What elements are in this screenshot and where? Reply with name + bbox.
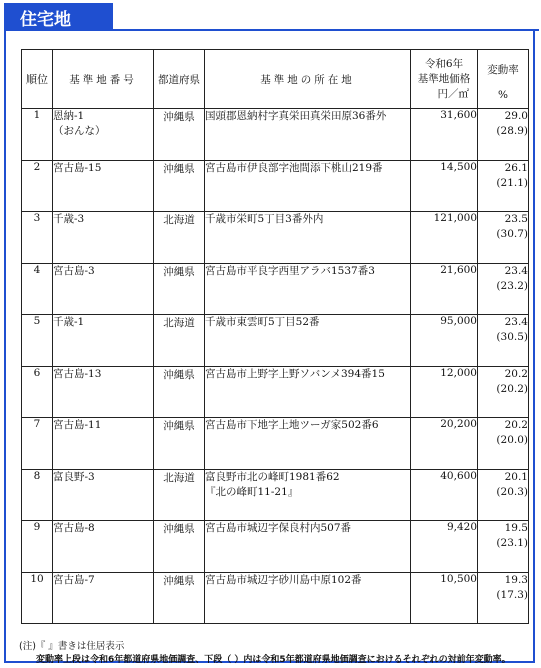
cell-address [205, 572, 411, 624]
cell-number [53, 212, 154, 264]
cell-price: 121,000 [411, 212, 478, 264]
cell-address [205, 315, 411, 367]
cell-rate [478, 109, 529, 161]
cell-rank: 7 [22, 418, 53, 470]
cell-address-main: 千歳市栄町5丁目3番外内 [205, 213, 324, 225]
cell-rate-previous: (17.3) [496, 588, 528, 601]
cell-rate [478, 572, 529, 624]
cell-address-main: 宮古島市上野字上野ソバンメ394番15 [205, 367, 385, 380]
cell-address-main: 宮古島市城辺字砂川島中原102番 [205, 573, 362, 586]
cell-rate-current: 19.5 [504, 522, 528, 534]
cell-price: 20,200 [411, 418, 478, 470]
cell-address-main: 宮古島市下地字上地ツーガ家502番6 [205, 419, 379, 431]
cell-price: 10,500 [411, 572, 478, 624]
table-header-row [22, 50, 529, 109]
cell-address [205, 263, 411, 315]
cell-rate-previous: (20.0) [496, 434, 528, 446]
cell-address-main: 宮古島市城辺字保良村内507番 [205, 522, 352, 534]
cell-number-main: 恩納-1 [53, 110, 85, 122]
cell-rate-current: 20.2 [504, 367, 528, 380]
cell-price: 40,600 [411, 469, 478, 521]
cell-prefecture: 北海道 [154, 315, 205, 367]
cell-prefecture: 北海道 [154, 212, 205, 264]
cell-rank: 6 [22, 366, 53, 418]
cell-prefecture: 沖縄県 [154, 160, 205, 212]
cell-address-main: 国頭郡恩納村字真栄田真栄田原36番外 [205, 110, 387, 122]
cell-price: 31,600 [411, 109, 478, 161]
cell-rate [478, 366, 529, 418]
header-rate [478, 50, 529, 109]
cell-rate-previous: (30.5) [496, 331, 528, 343]
note-rate-explanation: 変動率上段は令和6年都道府県地価調査、下段（ ）内は令和5年都道府県地価調査におけるそれぞれの対前年変動率。 [36, 655, 511, 665]
cell-rate [478, 212, 529, 264]
cell-rate-current: 23.4 [504, 264, 528, 277]
cell-rate-current: 29.0 [504, 110, 528, 122]
cell-price: 9,420 [411, 521, 478, 573]
cell-address [205, 212, 411, 264]
table-row [22, 366, 529, 418]
cell-number [53, 263, 154, 315]
table-row [22, 160, 529, 212]
cell-prefecture: 沖縄県 [154, 366, 205, 418]
cell-address [205, 521, 411, 573]
cell-rate-previous: (23.2) [496, 279, 528, 292]
cell-rate-previous: (21.1) [496, 176, 528, 189]
cell-number [53, 315, 154, 367]
cell-address-residential: 『北の峰町11-21』 [205, 485, 299, 498]
cell-price: 21,600 [411, 263, 478, 315]
cell-rate-current: 23.4 [504, 316, 528, 328]
cell-address-main: 宮古島市伊良部字池間添下桃山219番 [205, 161, 383, 174]
cell-rate-current: 23.5 [504, 213, 528, 225]
table-row [22, 212, 529, 264]
header-rate-label: 変動率 [487, 63, 519, 76]
cell-number [53, 109, 154, 161]
cell-rank: 10 [22, 572, 53, 624]
cell-address [205, 366, 411, 418]
cell-rate-previous: (30.7) [496, 228, 528, 240]
cell-number-main: 宮古島-15 [53, 161, 102, 174]
cell-number-main: 千歳-1 [53, 316, 85, 328]
cell-number-main: 宮古島-8 [53, 522, 95, 534]
cell-rate-previous: (20.3) [496, 485, 528, 498]
cell-number [53, 366, 154, 418]
cell-number [53, 572, 154, 624]
cell-rank: 3 [22, 212, 53, 264]
cell-prefecture: 沖縄県 [154, 418, 205, 470]
cell-address [205, 160, 411, 212]
cell-address [205, 109, 411, 161]
header-price-label: 基準地価格 [417, 72, 471, 85]
cell-rate [478, 263, 529, 315]
section-title-tab [4, 3, 113, 31]
header-price [411, 50, 478, 109]
cell-address-main: 宮古島市平良字西里アラバ1537番3 [205, 264, 375, 277]
cell-number-main: 宮古島-11 [53, 419, 102, 431]
title-underline [4, 29, 539, 31]
header-price-unit: 円／㎡ [437, 87, 469, 100]
cell-number-main: 宮古島-13 [53, 367, 102, 380]
cell-price: 14,500 [411, 160, 478, 212]
cell-price: 95,000 [411, 315, 478, 367]
cell-rank: 4 [22, 263, 53, 315]
cell-prefecture: 北海道 [154, 469, 205, 521]
cell-rank: 5 [22, 315, 53, 367]
table-row [22, 109, 529, 161]
table-row [22, 469, 529, 521]
cell-rate-previous: (28.9) [496, 125, 528, 137]
cell-number [53, 521, 154, 573]
land-price-table [21, 49, 529, 624]
cell-rate-current: 19.3 [504, 573, 528, 586]
cell-number [53, 418, 154, 470]
header-address: 基準地の所在地 [205, 50, 411, 109]
cell-prefecture: 沖縄県 [154, 572, 205, 624]
cell-rate-current: 26.1 [504, 161, 528, 174]
cell-number-main: 宮古島-7 [53, 573, 95, 586]
cell-rate [478, 469, 529, 521]
header-rank: 順位 [22, 50, 53, 109]
cell-prefecture: 沖縄県 [154, 521, 205, 573]
cell-price: 12,000 [411, 366, 478, 418]
cell-rank: 1 [22, 109, 53, 161]
cell-number-main: 千歳-3 [53, 213, 85, 225]
cell-rate [478, 160, 529, 212]
cell-prefecture: 沖縄県 [154, 263, 205, 315]
header-prefecture: 都道府県 [154, 50, 205, 109]
cell-rate-previous: (23.1) [496, 537, 528, 549]
cell-number-main: 宮古島-3 [53, 264, 95, 277]
cell-number-main: 富良野-3 [53, 470, 95, 483]
cell-prefecture: 沖縄県 [154, 109, 205, 161]
header-number: 基準地番号 [53, 50, 154, 109]
header-rate-unit: % [498, 88, 508, 101]
cell-address-main: 富良野市北の峰町1981番62 [205, 470, 340, 483]
section-title: 住宅地 [20, 9, 71, 30]
table-row [22, 572, 529, 624]
cell-address [205, 469, 411, 521]
cell-rate [478, 315, 529, 367]
cell-address-main: 千歳市東雲町5丁目52番 [205, 316, 320, 328]
table-row [22, 263, 529, 315]
note-residential-display: (注)『 』書きは住居表示 [19, 641, 125, 652]
cell-rate [478, 521, 529, 573]
cell-rank: 8 [22, 469, 53, 521]
table-row [22, 418, 529, 470]
cell-rate-current: 20.1 [504, 470, 528, 483]
cell-number [53, 160, 154, 212]
header-price-year: 令和6年 [424, 57, 464, 70]
cell-rate-previous: (20.2) [496, 382, 528, 395]
cell-address [205, 418, 411, 470]
cell-rank: 2 [22, 160, 53, 212]
cell-rate-current: 20.2 [504, 419, 528, 431]
cell-rank: 9 [22, 521, 53, 573]
cell-number-reading: （おんな） [53, 125, 106, 137]
cell-number [53, 469, 154, 521]
cell-rate [478, 418, 529, 470]
table-row [22, 315, 529, 367]
table-row [22, 521, 529, 573]
